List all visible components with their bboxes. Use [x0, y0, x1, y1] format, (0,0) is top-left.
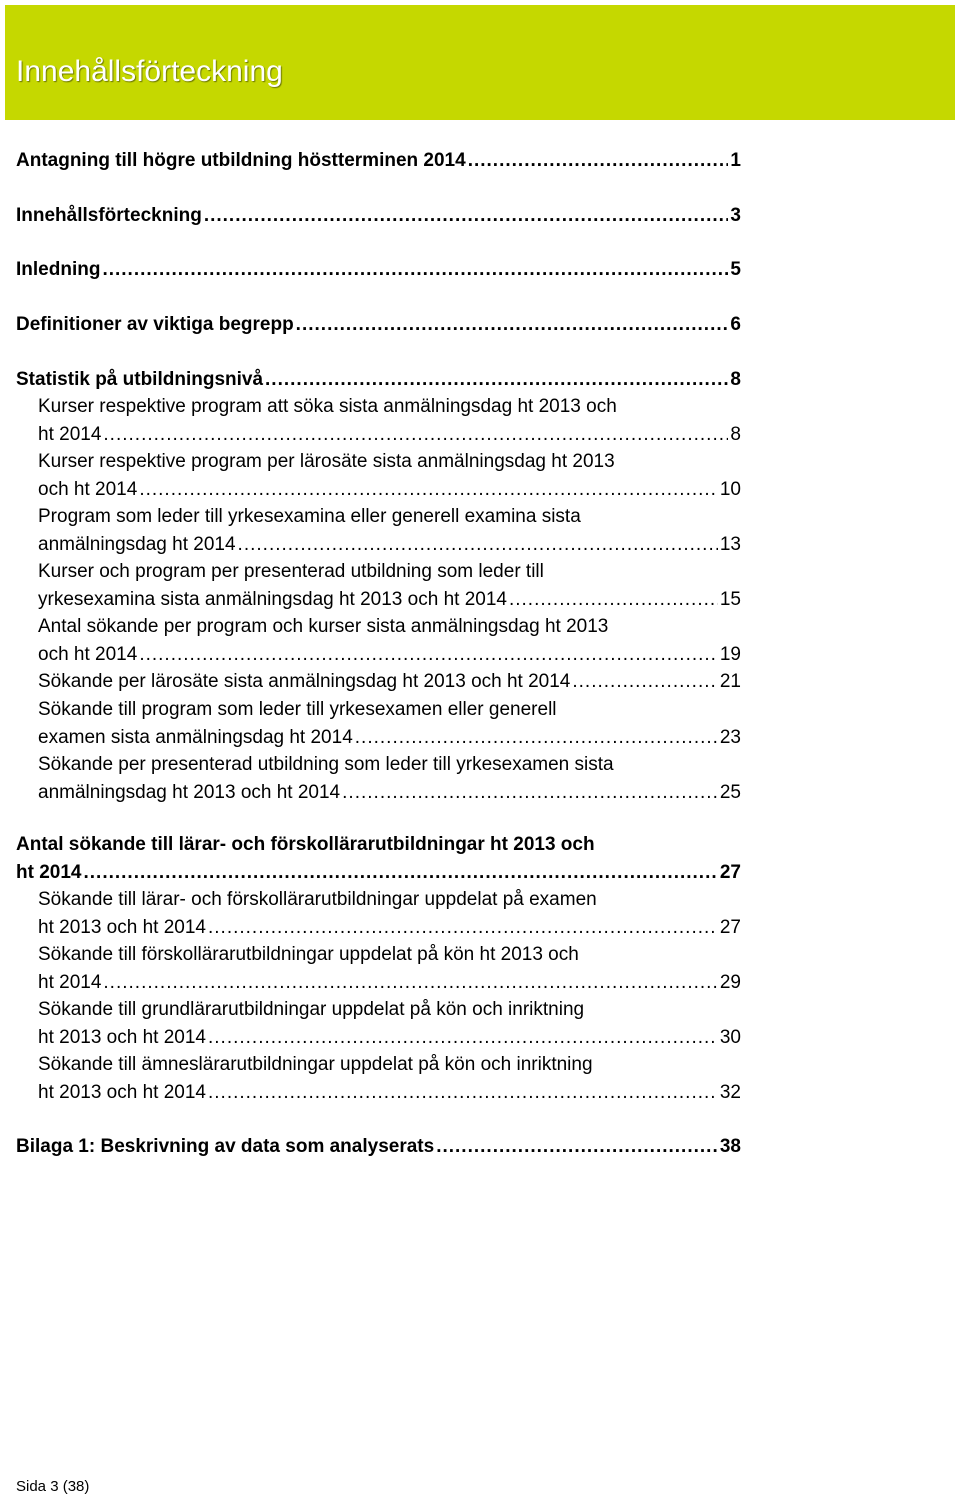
dot-leader: [103, 969, 717, 997]
dot-leader: [265, 366, 728, 394]
toc-entry-text: Sökande till ämneslärarutbildningar uppdelat på kön och inriktning: [38, 1054, 593, 1075]
dot-leader: [204, 202, 729, 230]
dot-leader: [102, 256, 728, 284]
toc-entry[interactable]: [16, 311, 741, 339]
toc-entry-text: Kurser respektive program per lärosäte sista anmälningsdag ht 2013: [38, 451, 615, 472]
toc-page-number: 3: [730, 205, 741, 226]
toc-entry-text: ht 2014: [38, 423, 102, 445]
toc-page-number: 21: [719, 671, 741, 692]
toc-entry-text: Kurser och program per presenterad utbildning som leder till: [38, 561, 544, 582]
dot-leader: [296, 311, 729, 339]
toc-entry[interactable]: [16, 256, 741, 284]
page-number-footer: Sida 3 (38): [16, 1478, 90, 1495]
toc-page-number: 27: [719, 916, 741, 938]
dot-leader: [208, 914, 718, 942]
toc-page-number: 19: [719, 643, 741, 665]
toc-entry[interactable]: [16, 1133, 741, 1161]
dot-leader: [208, 1024, 718, 1052]
toc-entry-text: Antal sökande till lärar- och förskollärarutbildningar ht 2013 och: [16, 834, 595, 855]
toc-entry-text: ht 2014: [38, 971, 102, 993]
toc-entry-text: Inledning: [16, 259, 101, 280]
dot-leader: [238, 531, 718, 559]
toc-entry-text: Statistik på utbildningsnivå: [16, 369, 264, 390]
toc-page-number: 32: [719, 1081, 741, 1103]
toc-entry[interactable]: [38, 1051, 741, 1106]
toc-entry-text: Antagning till högre utbildning höstterminen 2014: [16, 150, 466, 171]
toc-entry-text: ht 2013 och ht 2014: [38, 916, 206, 938]
dot-leader: [103, 421, 728, 449]
toc-page-number: 13: [719, 533, 741, 555]
toc-entry-text: Sökande per presenterad utbildning som leder till yrkesexamen sista: [38, 754, 614, 775]
toc-entry[interactable]: [38, 996, 741, 1051]
dot-leader: [83, 859, 717, 887]
toc-entry-text: anmälningsdag ht 2014: [38, 533, 236, 555]
toc-entry[interactable]: [38, 558, 741, 613]
toc-entry-text: ht 2013 och ht 2014: [38, 1026, 206, 1048]
toc-page-number: 10: [719, 478, 741, 500]
toc-entry-text: ht 2014: [16, 861, 82, 883]
toc-page-number: 30: [719, 1026, 741, 1048]
dot-leader: [355, 724, 718, 752]
page-title: Innehållsförteckning: [16, 55, 283, 88]
toc-entry[interactable]: [16, 202, 741, 230]
toc-entry-text: och ht 2014: [38, 643, 138, 665]
dot-leader: [468, 147, 729, 175]
toc-entry-text: Definitioner av viktiga begrepp: [16, 314, 294, 335]
toc-entry[interactable]: [38, 613, 741, 668]
toc-entry-text: Kurser respektive program att söka sista anmälningsdag ht 2013 och: [38, 396, 617, 417]
dot-leader: [572, 668, 717, 696]
toc-entry-text: Bilaga 1: Beskrivning av data som analyserats: [16, 1136, 435, 1157]
dot-leader: [139, 641, 718, 669]
toc-page-number: 23: [719, 726, 741, 748]
toc-page-number: 8: [730, 369, 741, 390]
toc-entry[interactable]: [38, 696, 741, 751]
toc-entry[interactable]: [16, 147, 741, 175]
toc-entry[interactable]: [38, 503, 741, 558]
toc-entry[interactable]: [16, 831, 741, 886]
toc-page-number: 1: [730, 150, 741, 171]
toc-entry-text: Program som leder till yrkesexamina eller generell examina sista: [38, 506, 581, 527]
toc-entry-text: Innehållsförteckning: [16, 205, 202, 226]
toc-page-number: 29: [719, 971, 741, 993]
toc-entry[interactable]: [38, 941, 741, 996]
toc-page-number: 25: [719, 781, 741, 803]
dot-leader: [208, 1079, 718, 1107]
toc-page-number: 6: [730, 314, 741, 335]
toc-entry[interactable]: [38, 448, 741, 503]
dot-leader: [139, 476, 718, 504]
toc-page-number: 5: [730, 259, 741, 280]
toc-entry-text: Sökande till förskollärarutbildningar uppdelat på kön ht 2013 och: [38, 944, 579, 965]
toc-entry[interactable]: [38, 393, 741, 448]
toc-entry-text: och ht 2014: [38, 478, 138, 500]
toc-page-number: 38: [719, 1136, 741, 1157]
toc-entry-text: Sökande per lärosäte sista anmälningsdag ht 2013 och ht 2014: [38, 671, 571, 692]
toc-entry-text: Sökande till grundlärarutbildningar uppdelat på kön och inriktning: [38, 999, 585, 1020]
toc-entry-text: Sökande till program som leder till yrkesexamen eller generell: [38, 699, 557, 720]
toc-page-number: 8: [730, 423, 741, 445]
toc-page-number: 27: [719, 861, 741, 883]
toc-entry-text: Sökande till lärar- och förskollärarutbildningar uppdelat på examen: [38, 889, 597, 910]
toc-entry-text: Antal sökande per program och kurser sista anmälningsdag ht 2013: [38, 616, 609, 637]
toc-entry[interactable]: [38, 751, 741, 806]
toc-entry-text: anmälningsdag ht 2013 och ht 2014: [38, 781, 341, 803]
dot-leader: [342, 779, 718, 807]
dot-leader: [509, 586, 718, 614]
toc-entry[interactable]: [38, 668, 741, 696]
dot-leader: [436, 1133, 718, 1161]
toc-page-number: 15: [719, 588, 741, 610]
toc-entry[interactable]: [16, 366, 741, 394]
toc-entry-text: yrkesexamina sista anmälningsdag ht 2013 och ht 2014: [38, 588, 507, 610]
header-banner: [5, 5, 955, 120]
toc-entry-text: ht 2013 och ht 2014: [38, 1081, 206, 1103]
toc-entry[interactable]: [38, 886, 741, 941]
toc-entry-text: examen sista anmälningsdag ht 2014: [38, 726, 353, 748]
